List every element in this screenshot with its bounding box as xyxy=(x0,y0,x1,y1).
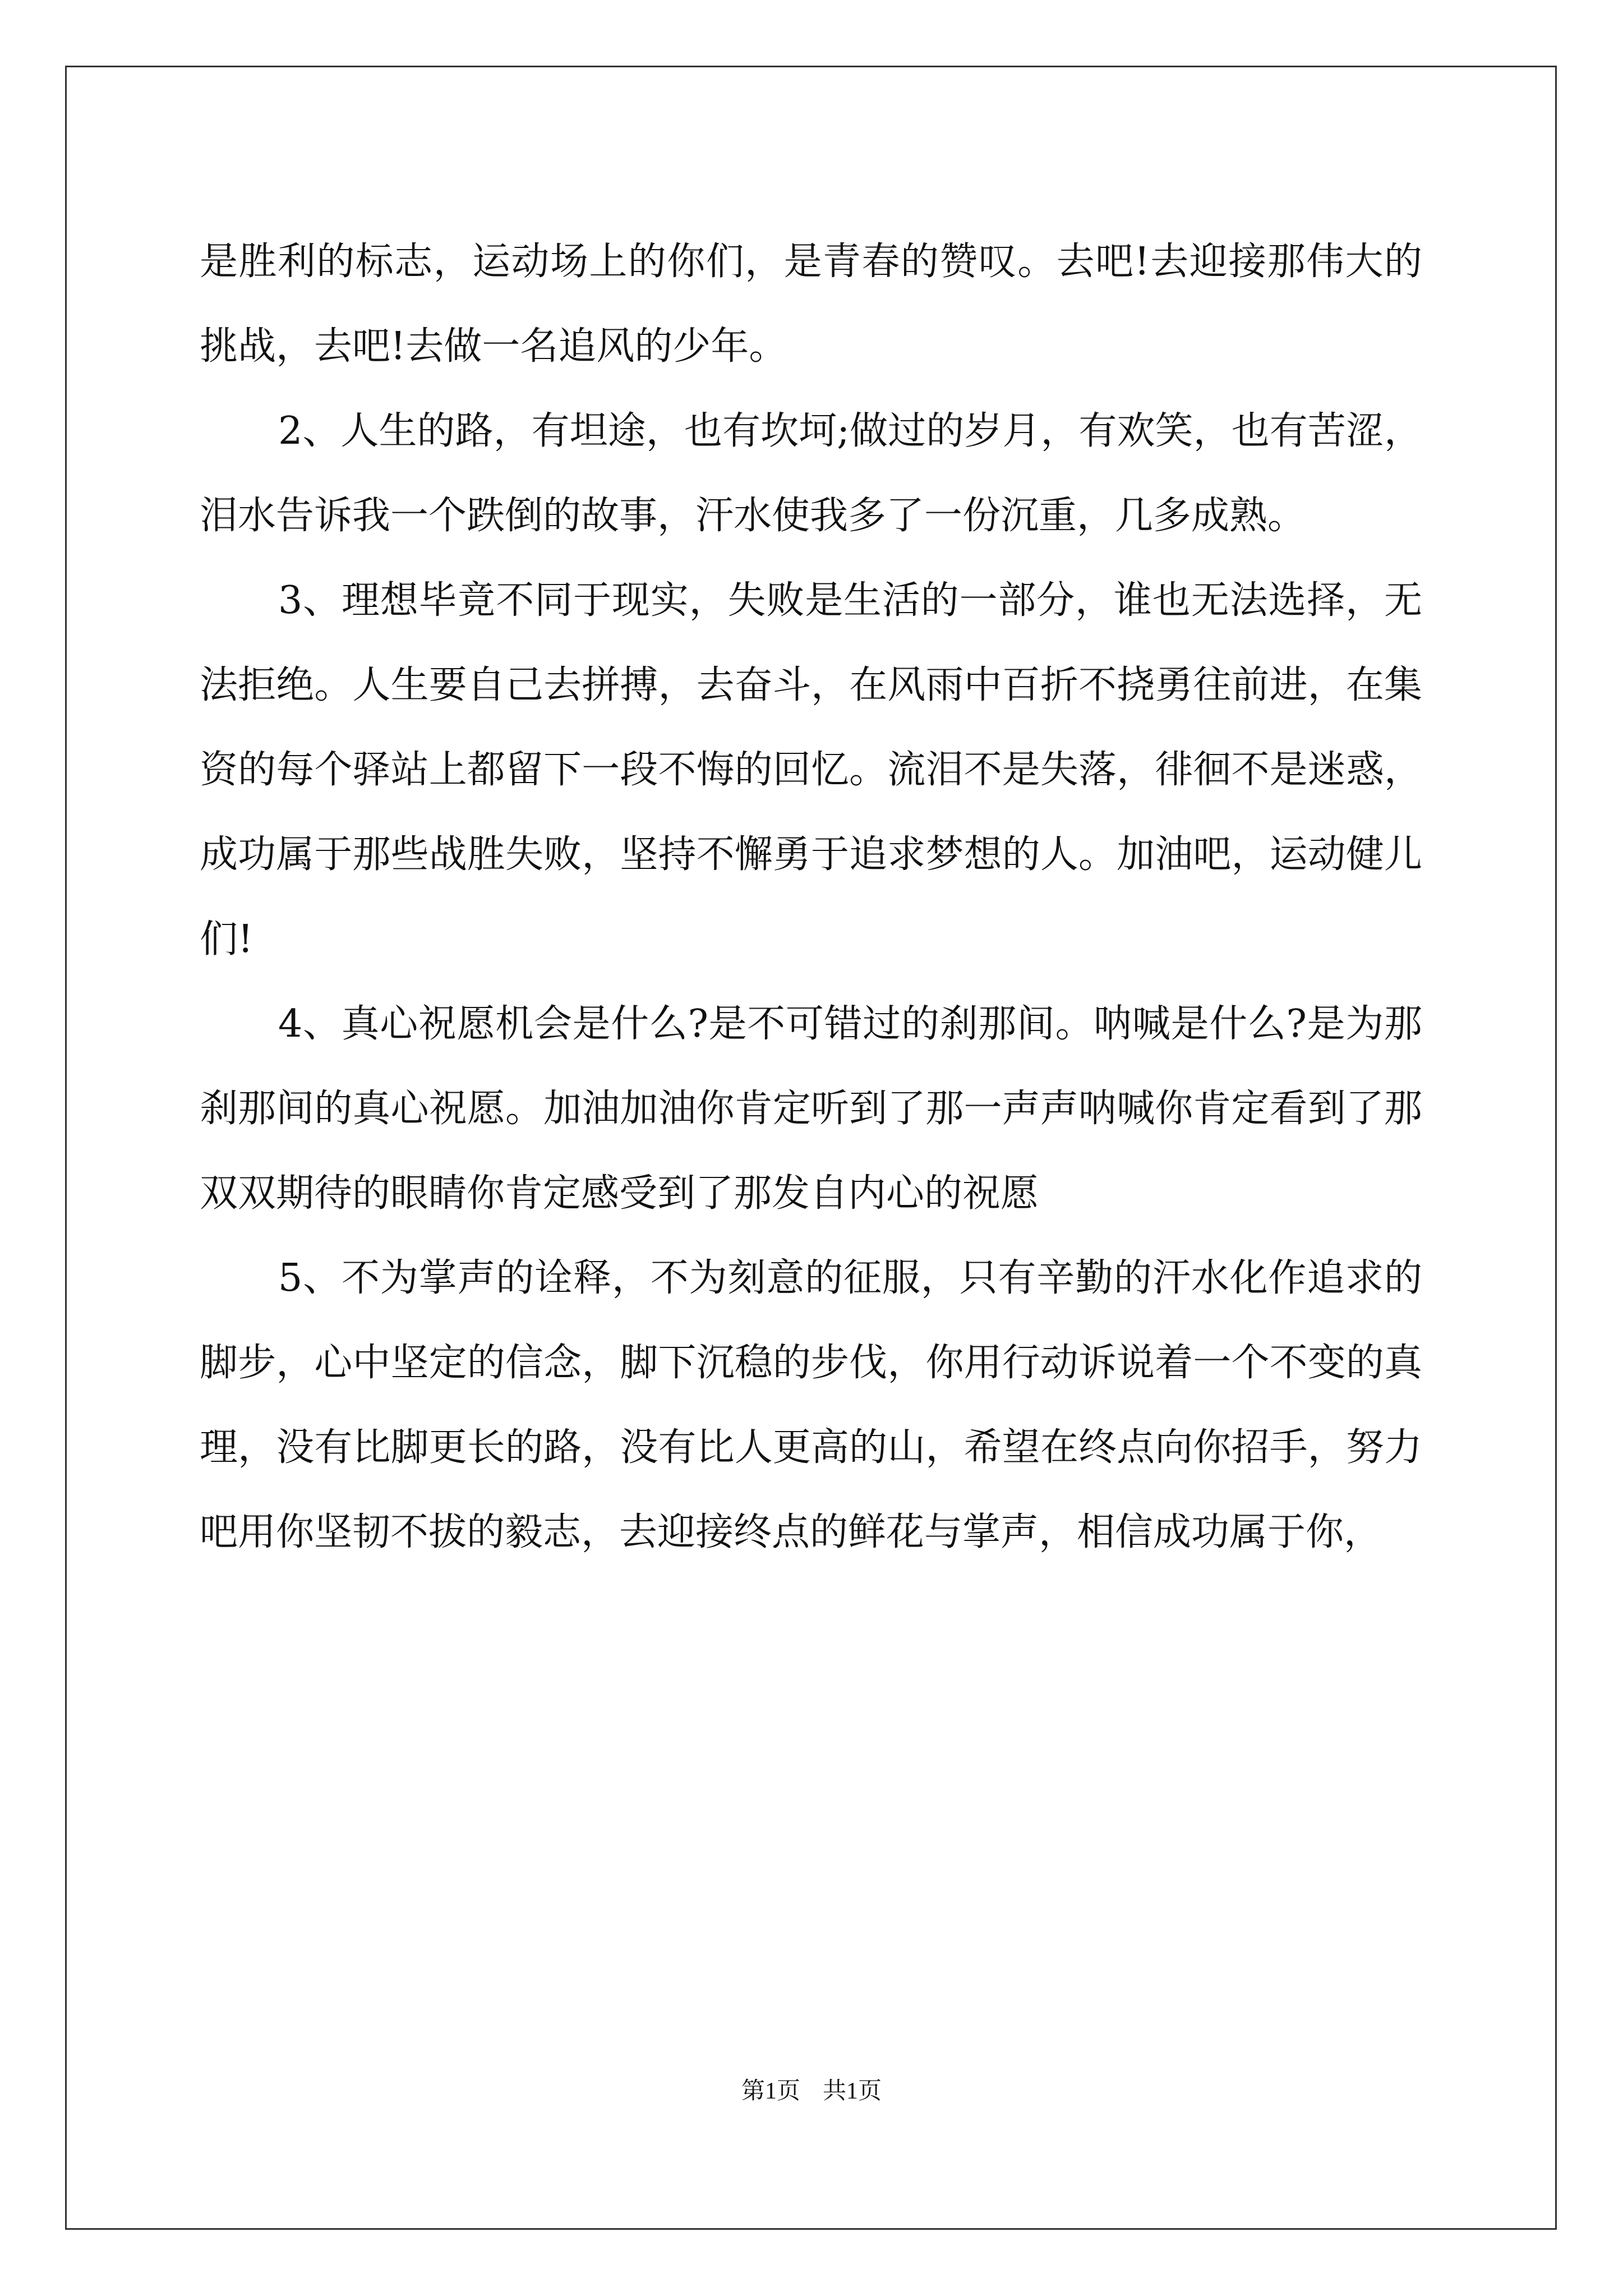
paragraph-2: 2、人生的路，有坦途，也有坎坷;做过的岁月，有欢笑，也有苦涩，泪水告诉我一个跌倒的故事，汗水使我多了一份沉重，几多成熟。 xyxy=(200,409,1422,538)
page-footer xyxy=(0,2074,1623,2108)
document-body xyxy=(200,219,1422,1575)
paragraph-4: 4、真心祝愿机会是什么?是不可错过的刹那间。呐喊是什么?是为那刹那间的真心祝愿。加油加油你肯定听到了那一声声呐喊你肯定看到了那双双期待的眼睛你肯定感受到了那发自内心的祝愿 xyxy=(200,1002,1422,1216)
page-number-total: 共1页 xyxy=(823,2078,882,2104)
paragraph-1: 是胜利的标志，运动场上的你们，是青春的赞叹。去吧!去迎接那伟大的挑战，去吧!去做一名追风的少年。 xyxy=(200,240,1422,369)
page-number-current: 第1页 xyxy=(741,2078,800,2104)
paragraph-5: 5、不为掌声的诠释，不为刻意的征服，只有辛勤的汗水化作追求的脚步，心中坚定的信念，脚下沉稳的步伐，你用行动诉说着一个不变的真理，没有比脚更长的路，没有比人更高的山，希望在终点向你招手，努力吧用你坚韧不拔的毅志，去迎接终点的鲜花与掌声，相信成功属于你， xyxy=(200,1256,1422,1554)
paragraph-3: 3、理想毕竟不同于现实，失败是生活的一部分，谁也无法选择，无法拒绝。人生要自己去拼搏，去奋斗，在风雨中百折不挠勇往前进，在集资的每个驿站上都留下一段不悔的回忆。流泪不是失落，徘徊不是迷惑，成功属于那些战胜失败，坚持不懈勇于追求梦想的人。加油吧，运动健儿们! xyxy=(200,578,1422,961)
